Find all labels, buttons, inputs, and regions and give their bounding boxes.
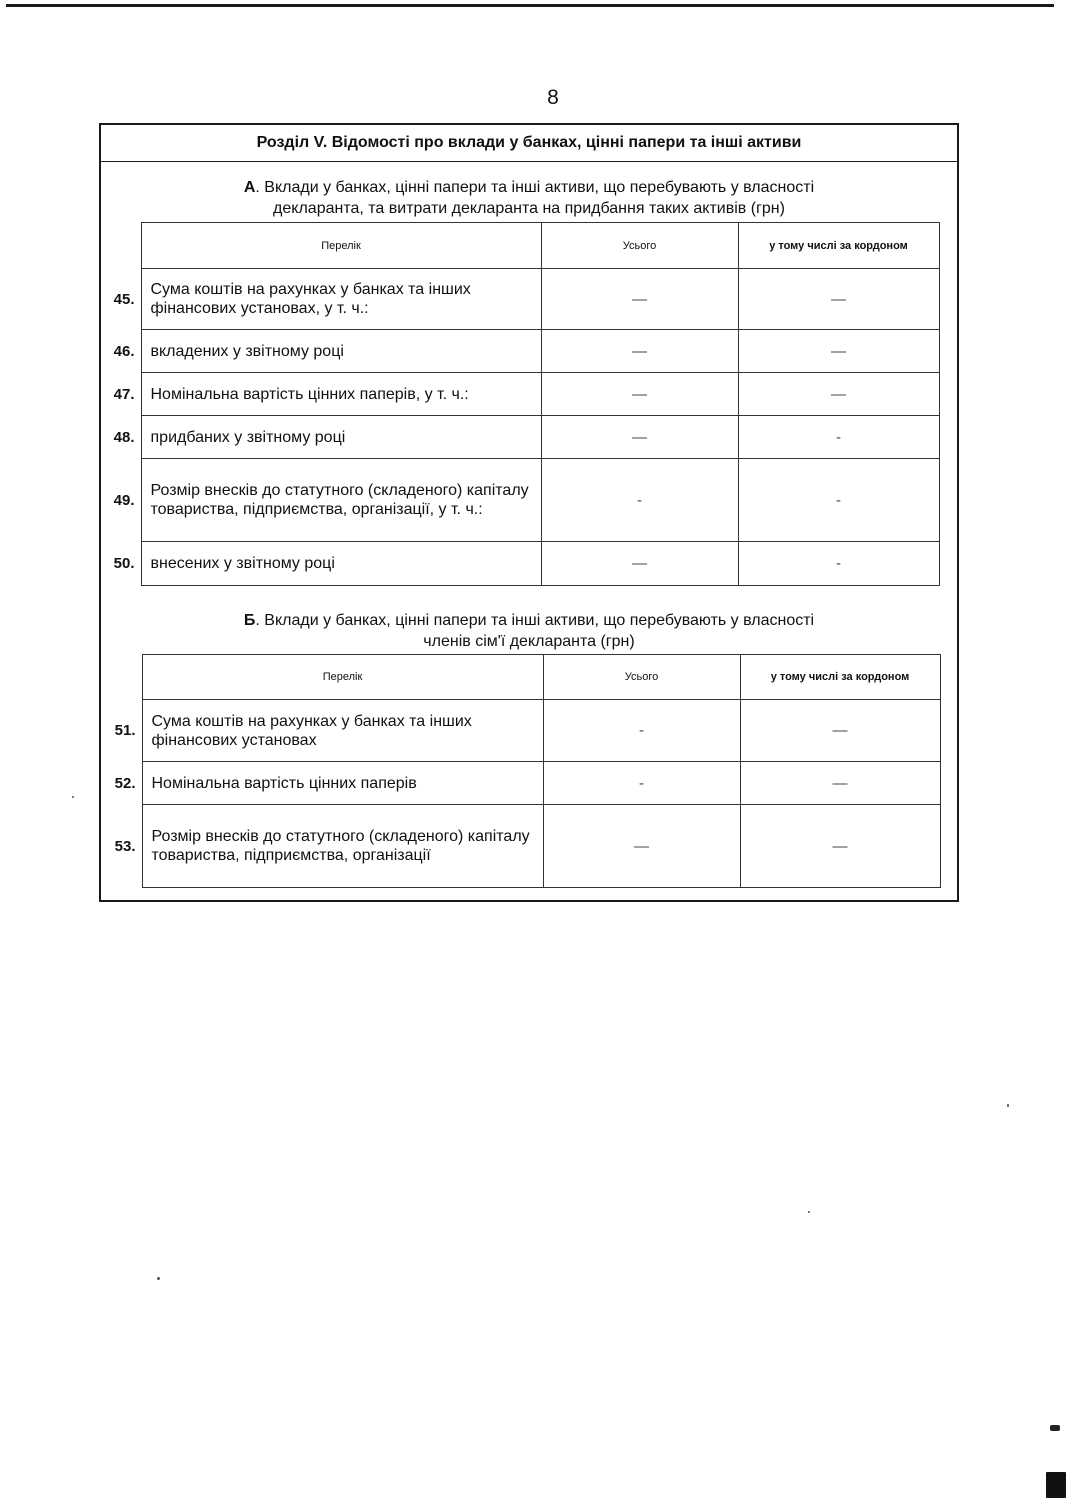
row-number: 51. — [114, 722, 136, 739]
row-number: 50. — [113, 555, 135, 572]
abroad-value: — — [738, 269, 939, 330]
row-number: 47. — [113, 385, 135, 403]
part-b-title — [101, 610, 957, 652]
row-number: 49. — [113, 491, 135, 509]
part-a-title-line2: декларанта, та витрати декларанта на придбання таких активів (грн) — [273, 200, 785, 217]
abroad-value: — — [740, 805, 940, 888]
row-label: придбаних у звітному році — [141, 416, 541, 459]
total-value: — — [543, 805, 740, 888]
abroad-value: — — [738, 330, 939, 373]
table-row — [101, 459, 939, 542]
row-label: внесених у звітному році — [141, 542, 541, 586]
scan-speck — [1007, 1104, 1009, 1107]
scan-speck — [72, 796, 74, 798]
col-header-total: Усього — [543, 655, 740, 700]
part-b-title-line1: . Вклади у банках, цінні папери та інші активи, що перебувають у власності — [255, 612, 815, 629]
abroad-value: - — [738, 459, 939, 542]
top-rule — [6, 4, 1054, 7]
abroad-value: — — [740, 700, 940, 762]
table-row — [101, 416, 939, 459]
page-number: 8 — [547, 86, 559, 109]
col-header-abroad: у тому числі за кордоном — [740, 655, 940, 700]
col-header-list: Перелік — [142, 655, 543, 700]
part-a-title-line1: . Вклади у банках, цінні папери та інші активи, що перебувають у власності — [255, 179, 815, 196]
total-value: — — [541, 330, 738, 373]
part-b-table — [102, 654, 941, 888]
row-label: Розмір внесків до статутного (складеного) капіталу товариства, підприємства, організації, у т. ч.: — [141, 459, 541, 542]
row-number: 48. — [113, 428, 135, 446]
row-number: 53. — [114, 837, 136, 855]
scan-speck — [1050, 1425, 1060, 1431]
section-v-box — [99, 123, 959, 902]
col-header-total: Усього — [541, 223, 738, 269]
part-a-table — [101, 222, 940, 586]
total-value: - — [541, 459, 738, 542]
abroad-value: - — [738, 416, 939, 459]
abroad-value: — — [740, 762, 940, 805]
col-header-abroad: у тому числі за кордоном — [738, 223, 939, 269]
row-label: Сума коштів на рахунках у банках та інших фінансових установах — [142, 700, 543, 762]
abroad-value: — — [738, 373, 939, 416]
total-value: — — [541, 542, 738, 586]
table-row — [101, 330, 939, 373]
col-header-list: Перелік — [141, 223, 541, 269]
row-label: вкладених у звітному році — [141, 330, 541, 373]
total-value: - — [543, 700, 740, 762]
row-label: Сума коштів на рахунках у банках та інших фінансових установах, у т. ч.: — [141, 269, 541, 330]
row-number: 46. — [113, 342, 135, 360]
scan-speck — [157, 1277, 160, 1280]
total-value: — — [541, 269, 738, 330]
row-number: 45. — [113, 290, 135, 308]
table-row — [101, 542, 939, 586]
table-row — [102, 805, 940, 888]
scan-speck — [808, 1211, 810, 1213]
section-title: Розділ V. Відомості про вклади у банках, цінні папери та інші активи — [101, 125, 957, 162]
scan-mark — [1046, 1472, 1066, 1498]
table-row — [101, 269, 939, 330]
total-value: — — [541, 416, 738, 459]
total-value: - — [543, 762, 740, 805]
part-a-marker: А — [243, 179, 256, 196]
table-row — [102, 700, 940, 762]
part-a-title — [101, 177, 957, 219]
part-b-marker: Б — [243, 612, 256, 629]
row-label: Розмір внесків до статутного (складеного) капіталу товариства, підприємства, організації — [142, 805, 543, 888]
part-b-title-line2: членів сім'ї декларанта (грн) — [423, 633, 635, 650]
abroad-value: - — [738, 542, 939, 586]
row-label: Номінальна вартість цінних паперів, у т. ч.: — [141, 373, 541, 416]
row-label: Номінальна вартість цінних паперів — [142, 762, 543, 805]
table-row — [101, 373, 939, 416]
row-number: 52. — [114, 774, 136, 792]
table-row — [102, 762, 940, 805]
total-value: — — [541, 373, 738, 416]
